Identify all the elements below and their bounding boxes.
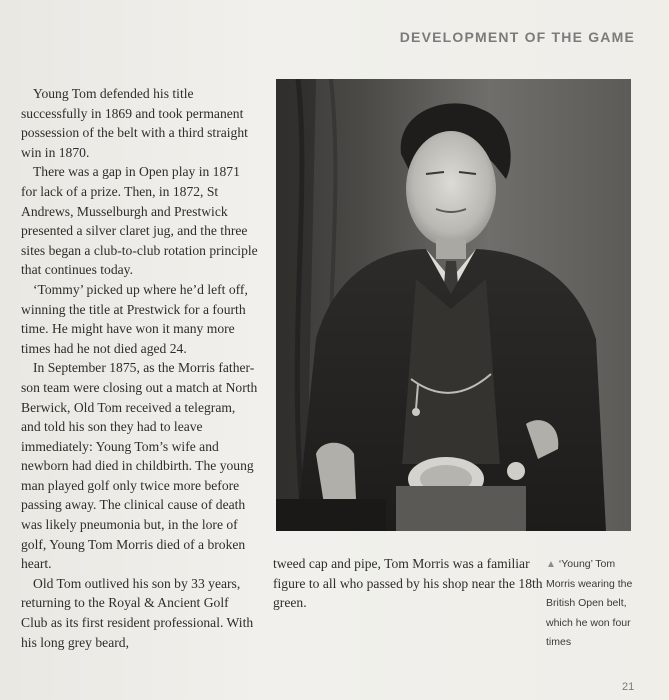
paragraph-1: Young Tom defended his title successfully in 1869 and took permanent possession of the belt with a third straight win in 1870. [21,86,248,160]
section-title: DEVELOPMENT OF THE GAME [399,29,635,45]
page-number: 21 [622,681,635,693]
photo-caption [546,555,646,653]
portrait-photo [276,79,631,531]
paragraph-3: ‘Tommy’ picked up where he’d left off, winning the title at Prestwick for a fourth time. He might have won it many more times had he not died aged 24. [21,281,248,356]
portrait-illustration [276,79,631,531]
paragraph-2: There was a gap in Open play in 1871 for lack of a prize. Then, in 1872, St Andrews, Musselburgh and Prestwick presented a silver claret jug, and the three sites began a club-to-club rotation principle that continues today. [21,164,258,278]
body-column [21,84,258,652]
caption-text: ‘Young’ Tom Morris wearing the British Open belt, which he won four times [546,558,633,649]
paragraph-4: In September 1875, as the Morris father-son team were closing out a match at North Berwick, Old Tom received a telegram, and told his son they had to leave immediately: Young Tom’s wife and newborn had died in childbirth. The young man played golf only twice more before passing away. The clinical cause of death was likely pneumonia but, in the lore of golf, Young Tom Morris died of a broken heart. [21,360,258,572]
caption-triangle-icon: ▲ [546,559,556,570]
continuation-text: tweed cap and pipe, Tom Morris was a familiar figure to all who passed by his shop near the 18th green. [273,556,543,611]
paragraph-5: Old Tom outlived his son by 33 years, returning to the Royal & Ancient Golf Club as its first resident professional. With his long grey beard, [21,575,254,650]
